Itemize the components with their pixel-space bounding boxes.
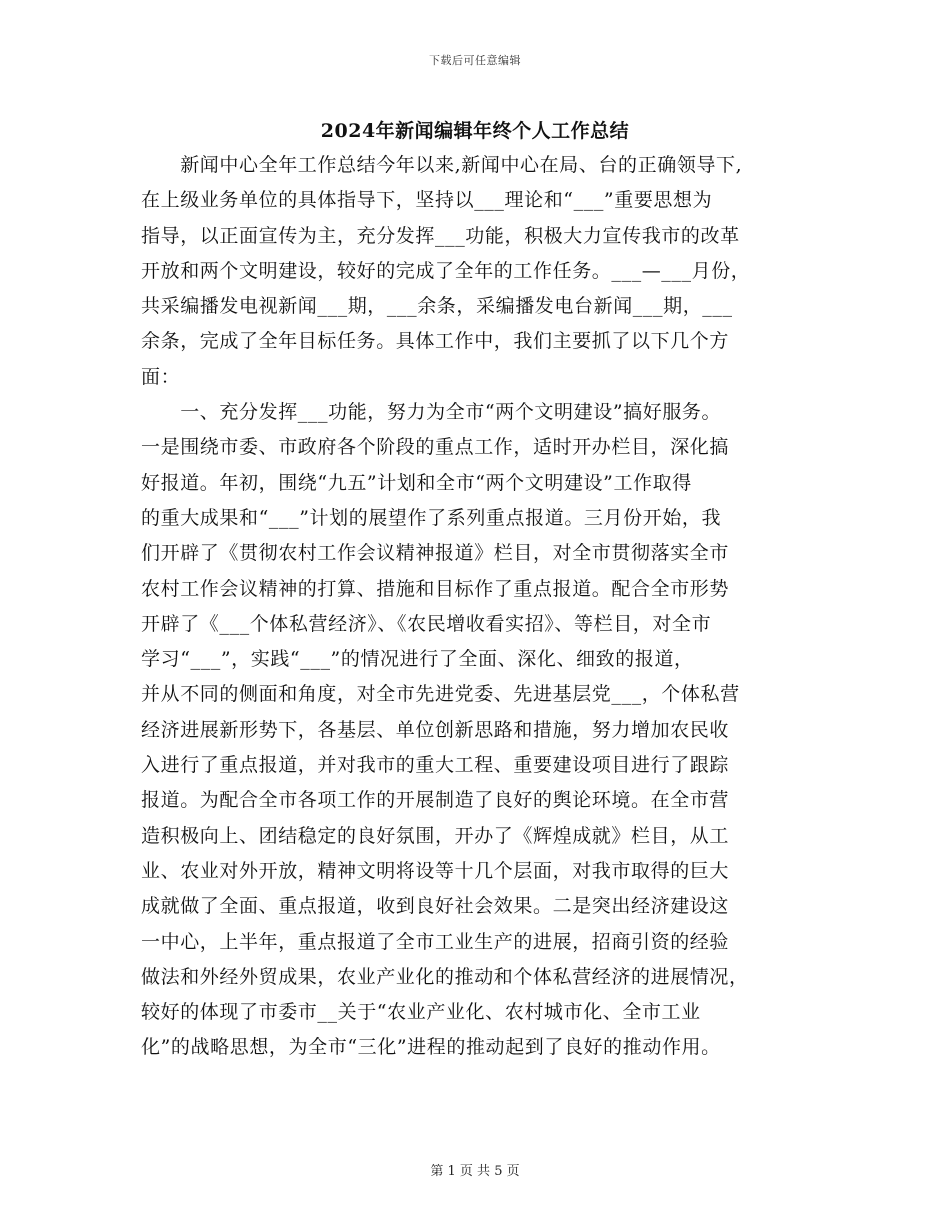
body-line: 学习“___”，实践“___”的情况进行了全面、深化、细致的报道， (141, 648, 694, 671)
body-line: 业、农业对外开放，精神文明将设等十几个层面，对我市取得的巨大 (141, 859, 730, 882)
body-line: 做法和外经外贸成果，农业产业化的推动和个体私营经济的进展情况， (141, 965, 749, 988)
body-line: 在上级业务单位的具体指导下，坚持以___理论和“___”重要思想为 (141, 189, 713, 212)
body-line: 并从不同的侧面和角度，对全市先进党委、先进基层党___，个体私营 (141, 683, 740, 706)
body-line: 一是围绕市委、市政府各个阶段的重点工作，适时开办栏目，深化搞 (141, 436, 730, 459)
body-line: 好报道。年初，围绕“九五”计划和全市“两个文明建设”工作取得 (141, 471, 692, 494)
body-line: 开辟了《___个体私营经济》、《农民增收看实招》、等栏目，对全市 (141, 612, 712, 635)
body-line: 经济进展新形势下，各基层、单位创新思路和措施，努力增加农民收 (141, 718, 730, 741)
page-number-footer: 第 1 页 共 5 页 (430, 1164, 520, 1179)
body-line: 较好的体现了市委市__关于“农业产业化、农村城市化、全市工业 (141, 1001, 701, 1024)
document-title: 2024年新闻编辑年终个人工作总结 (320, 120, 630, 142)
body-line: 新闻中心全年工作总结今年以来,新闻中心在局、台的正确领导下, (141, 154, 743, 176)
header-note: 下载后可任意编辑 (429, 54, 521, 67)
body-line: 余条，完成了全年目标任务。具体工作中，我们主要抓了以下几个方 (141, 330, 730, 353)
body-line: 入进行了重点报道，并对我市的重大工程、重要建设项目进行了跟踪 (141, 754, 730, 777)
body-line: 指导，以正面宣传为主，充分发挥___功能，积极大力宣传我市的改革 (141, 224, 740, 247)
body-line: 农村工作会议精神的打算、措施和目标作了重点报道。配合全市形势 (141, 577, 730, 600)
body-line: 面： (141, 365, 181, 388)
body-line: 成就做了全面、重点报道，收到良好社会效果。二是突出经济建设这 (141, 895, 730, 918)
body-line: 开放和两个文明建设，较好的完成了全年的工作任务。___—___月份， (141, 259, 751, 282)
body-line: 共采编播发电视新闻___期，___余条，采编播发电台新闻___期，___ (141, 295, 733, 318)
body-line: 化”的战略思想，为全市“三化”进程的推动起到了良好的推动作用。 (141, 1036, 721, 1059)
body-line: 一中心，上半年，重点报道了全市工业生产的进展，招商引资的经验 (141, 930, 730, 953)
body-line: 的重大成果和“___”计划的展望作了系列重点报道。三月份开始，我 (141, 506, 722, 529)
body-line: 报道。为配合全市各项工作的开展制造了良好的舆论环境。在全市营 (141, 789, 730, 812)
document-body (141, 148, 821, 1066)
body-line: 造积极向上、团结稳定的良好氛围，开办了《辉煌成就》栏目，从工 (141, 824, 730, 847)
body-line: 一、充分发挥___功能，努力为全市“两个文明建设”搞好服务。 (141, 401, 722, 424)
body-line: 们开辟了《贯彻农村工作会议精神报道》栏目，对全市贯彻落实全市 (141, 542, 730, 565)
